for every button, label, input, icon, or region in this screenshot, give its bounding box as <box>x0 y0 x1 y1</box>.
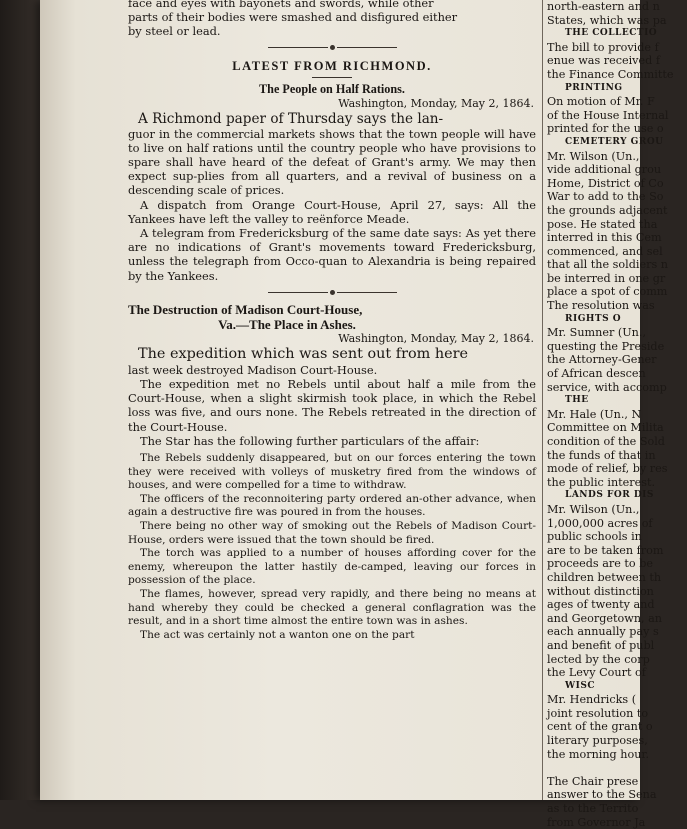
right-column-line: answer to the Sena <box>547 788 657 802</box>
article-paragraph: The officers of the reconnoitering party ordered an-other advance, when again a destructive fire was poured in from the houses. <box>128 492 536 519</box>
right-column-line: the grounds adjacent <box>547 203 668 217</box>
right-column-line: States, which was pa <box>547 13 667 27</box>
article-paragraph: There being no other way of smoking out the Rebels of Madison Court-House, orders were issued that the town should be fired. <box>128 520 536 546</box>
right-column-line: be interred in one gr <box>547 271 666 285</box>
right-column-line: are to be taken from <box>547 543 664 557</box>
right-column-line: the Finance Committe <box>547 67 674 81</box>
right-column-line: each annually pay s <box>547 625 659 639</box>
top-fragment <box>128 0 536 39</box>
right-column-line: and Georgetown, an <box>547 611 663 625</box>
right-column-subhead: RIGHTS O <box>565 313 622 324</box>
right-column-subhead: WISC <box>565 680 595 691</box>
right-column-subhead: CEMETERY GROU <box>565 136 664 147</box>
right-column-line: literary purposes, <box>547 734 648 748</box>
article-paragraph: The act was certainly not a wanton one on the part <box>140 628 415 641</box>
right-column-line: questing the Preside <box>547 339 665 353</box>
right-column-line: commenced, and sel <box>547 244 663 258</box>
article-paragraph: The torch was applied to a number of houses affording cover for the enemy, whereupon the latter hastily de-camped, leaving our forces in possession of the place. <box>128 547 536 587</box>
article-paragraph: The Rebels suddenly disappeared, but on our forces entering the town they were received with volleys of musketry fired from the windows of houses, and were compelled for a time to withdraw. <box>128 452 536 492</box>
article-paragraph: A telegram from Fredericksburg of the same date says: As yet there are no indications of Grant's movements toward Fredericksburg, unless the telegraph from Occo-quan to Alexandria is being repaired by the Yankees. <box>128 226 536 283</box>
right-column-line: place a spot of comm <box>547 285 668 299</box>
article-dateline: Washington, Monday, May 2, 1864. <box>338 331 534 345</box>
right-column-line: interred in this Cem <box>547 231 662 245</box>
article-lead: The expedition which was sent out from here <box>138 345 469 362</box>
fragment-line: face and eyes with bayonets and swords, while other <box>128 0 434 10</box>
right-column-line: north-eastern and n <box>547 0 660 13</box>
right-column-line: and benefit of publ <box>547 638 655 652</box>
right-column-line: pose. He stated tha <box>547 217 658 231</box>
right-column-line: Mr. Hale (Un., N <box>547 407 642 421</box>
right-column-line <box>547 761 687 775</box>
right-column-line: proceeds are to be <box>547 557 653 571</box>
right-column-line: children between th <box>547 570 662 584</box>
fragment-line: parts of their bodies were smashed and disfigured either <box>128 10 458 25</box>
article-divider <box>128 288 536 298</box>
article-paragraph: A dispatch from Orange Court-House, April 27, says: All the Yankees have left the valley to reënforce Meade. <box>128 197 536 226</box>
right-column-line: The resolution was <box>547 299 655 313</box>
fragment-line: by steel or lead. <box>128 24 221 39</box>
right-column-subhead: LANDS FOR DIS <box>565 490 654 501</box>
right-column-line: of African descen <box>547 367 646 381</box>
right-column-line: joint resolution to <box>547 706 649 720</box>
article-paragraph: The Star has the following further particulars of the affair: <box>140 433 480 448</box>
column-rule <box>542 0 543 800</box>
right-column-line: vide additional grou <box>547 163 662 177</box>
right-column-line: cent of the grant o <box>547 720 653 734</box>
right-column-line: Mr. Wilson (Un., <box>547 502 640 516</box>
right-column-line: without distinction <box>547 584 654 598</box>
right-column-line: the morning hour. <box>547 747 650 761</box>
right-column-line: the funds of that in <box>547 448 656 462</box>
right-column-line: War to add to the So <box>547 190 664 204</box>
right-column-subhead: THE COLLECTIO <box>565 28 658 39</box>
right-column-line: The bill to provide f <box>547 40 659 54</box>
right-column-line: the public interest. <box>547 475 656 489</box>
title-rule <box>312 77 352 78</box>
right-column-line: enue was received f <box>547 54 660 68</box>
article-paragraph: last week destroyed Madison Court-House. <box>128 362 378 377</box>
article-lead: A Richmond paper of Thursday says the lan- <box>138 110 444 127</box>
article-half-rations <box>128 82 536 283</box>
article-madison <box>128 302 536 643</box>
article-dateline: Washington, Monday, May 2, 1864. <box>338 96 534 110</box>
right-column-line: Mr. Sumner (Un., <box>547 326 647 340</box>
right-column-line: that all the soldiers n <box>547 258 668 272</box>
right-column-line: service, with accomp <box>547 380 667 394</box>
right-column-subhead: PRINTING <box>565 82 623 93</box>
article-paragraph: guor in the commercial markets shows that the town people will have to live on half rations until the country people who have provisions to spare shall have heard of the defeat of Grant's army. We may then expect sup-plies from all quarters, and a revival of business on a descending scale of prices. <box>128 126 536 198</box>
right-column-line: On motion of Mr. F <box>547 95 655 109</box>
right-column-line: 1,000,000 acres of <box>547 516 653 530</box>
right-column-line: Committee on Milita <box>547 421 664 435</box>
right-column-line: The Chair prese <box>547 774 639 788</box>
right-column-line: condition of the Sold <box>547 435 665 448</box>
right-column-line: of the House Internal <box>547 108 669 122</box>
right-column <box>547 0 687 829</box>
article-headline-line2: Va.—The Place in Ashes. <box>218 316 356 332</box>
right-column-line: public schools in <box>547 530 642 544</box>
section-divider <box>128 43 536 53</box>
main-column <box>128 0 536 800</box>
newspaper-page <box>40 0 674 829</box>
right-column-line: ages of twenty and <box>547 598 655 612</box>
right-column-line: Home, District of Co <box>547 176 664 190</box>
right-column-line: mode of relief, by res <box>547 462 668 476</box>
article-headline: The People on Half Rations. <box>259 81 405 96</box>
right-column-line: from Governor Ja <box>547 815 646 829</box>
right-column-line: as to the Territo <box>547 802 639 816</box>
article-headline: The Destruction of Madison Court-House, <box>128 301 363 317</box>
right-column-line: Mr. Hendricks ( <box>547 693 637 707</box>
right-column-line: the Attorney-Gener <box>547 353 657 367</box>
right-column-line: Mr. Wilson (Un., <box>547 149 640 163</box>
article-paragraph: The flames, however, spread very rapidly, and there being no means at hand whereby they could be checked a general conflagration was the result, and in a short time almost the entire town was in ashes. <box>128 588 536 628</box>
right-column-line: lected by the corp <box>547 652 650 666</box>
dark-background-edge <box>0 0 44 800</box>
article-paragraph: The expedition met no Rebels until about half a mile from the Court-House, when a slight skirmish took place, in which the Rebel loss was five, and ours none. The Rebels retreated in the direction of the Court-House. <box>128 377 536 434</box>
section-title: LATEST FROM RICHMOND. <box>232 58 432 73</box>
right-column-line: printed for the use o <box>547 122 664 136</box>
right-column-subhead: THE <box>565 395 589 406</box>
right-column-line: the Levy Court of <box>547 666 646 680</box>
